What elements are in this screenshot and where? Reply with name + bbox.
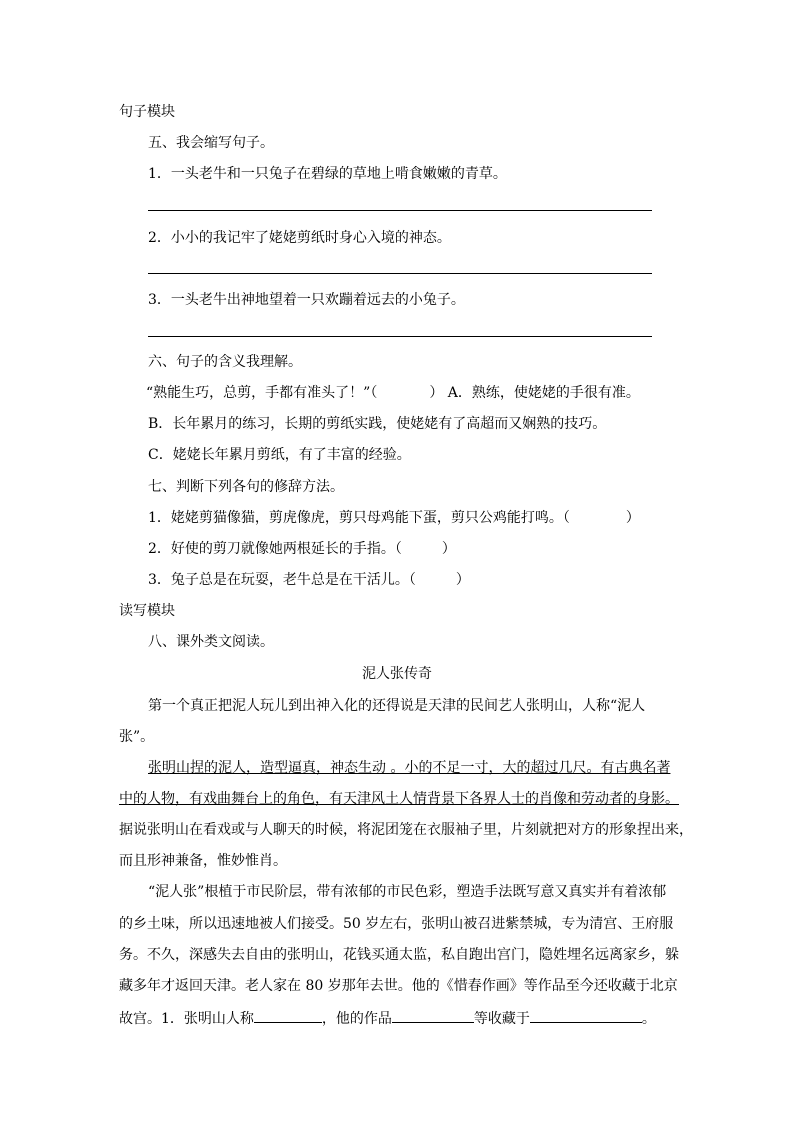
passage-p3-line4: 藏多年才返回天津。老人家在 80 岁那年去世。他的《惜春作画》等作品至今还收藏于北京 (119, 978, 678, 994)
fill-question-part4: 。 (641, 1011, 656, 1027)
q7-close-3: ） (455, 572, 470, 588)
q7-item-1 (148, 508, 640, 528)
answer-line-1[interactable] (148, 210, 652, 211)
q7-close-2: ） (441, 541, 456, 557)
passage-p3-line1: “泥人张”根植于市民阶层，带有浓郁的市民色彩，塑造手法既写意又真实并有着浓郁 (148, 884, 667, 900)
q6-title: 六、句子的含义我理解。 (148, 354, 302, 370)
passage-p1-line2: 张”。 (119, 729, 155, 745)
q6-option-c: C．姥姥长年累月剪纸，有了丰富的经验。 (148, 447, 411, 463)
passage-p3-end: 故宫。 (119, 1011, 161, 1027)
fill-question-part3: 等收藏于 (473, 1011, 530, 1027)
answer-line-2[interactable] (148, 273, 652, 274)
q7-item-3-text: 3．兔子总是在玩耍，老牛总是在干活儿。（ (148, 572, 416, 588)
q6-quote-line (146, 383, 640, 403)
answer-line-3[interactable] (148, 336, 652, 337)
q7-close-1: ） (625, 510, 640, 526)
passage-p3-line2: 的乡土味，所以迅速地被人们接受。50 岁左右，张明山被召进紫禁城，专为清宫、王府服 (119, 916, 674, 932)
passage-p2-line2: 中的人物，有戏曲舞台上的角色，有天津风土人情背景下各界人士的肖像和劳动者的身影。 (119, 791, 679, 807)
q6-quote: “熟能生巧，总剪，手都有准头了！”（ (146, 385, 378, 401)
passage-p2-line3: 据说张明山在看戏或与人聊天的时候，将泥团笼在衣服袖子里，片刻就把对方的形象捏出来， (119, 822, 693, 838)
passage-p3-line3: 务。不久，深感失去自由的张明山，花钱买通太监，私自跑出宫门，隐姓埋名远离家乡，躲 (119, 947, 679, 963)
fill-question-part2: ，他的作品 (321, 1011, 392, 1027)
q6-option-a: A．熟练，使姥姥的手很有准。 (447, 385, 640, 401)
q6-option-b: B．长年累月的练习，长期的剪纸实践，使姥姥有了高超而又娴熟的技巧。 (148, 416, 607, 432)
passage-p3-line5-with-question (119, 1008, 656, 1029)
passage-title: 泥人张传奇 (362, 666, 432, 682)
fill-blank-location[interactable] (530, 1008, 642, 1023)
passage-p2-line4: 而且形神兼备，惟妙惟肖。 (119, 853, 287, 869)
section-heading-reading: 读写模块 (119, 603, 175, 619)
q5-item-2: 2．小小的我记牢了姥姥剪纸时身心入境的神态。 (148, 230, 451, 246)
q5-item-3: 3．一头老牛出神地望着一只欢蹦着远去的小兔子。 (148, 292, 465, 308)
section-heading-sentences: 句子模块 (119, 104, 175, 120)
q6-quote-close: ） (429, 385, 444, 401)
fill-blank-work[interactable] (392, 1008, 474, 1023)
q5-item-1: 1．一头老牛和一只兔子在碧绿的草地上啃食嫩嫩的青草。 (148, 166, 507, 182)
q7-item-2-text: 2．好使的剪刀就像她两根延长的手指。（ (148, 541, 402, 557)
passage-p2-line1: 张明山捏的泥人，造型逼真，神态生动 。小的不足一寸，大的超过几尺。有古典名著 (148, 760, 671, 776)
q7-item-2 (148, 539, 456, 559)
q7-item-3 (148, 570, 470, 590)
fill-question-part1: 1．张明山人称 (161, 1011, 254, 1027)
q7-title: 七、判断下列各句的修辞方法。 (148, 479, 344, 495)
passage-p1-line1: 第一个真正把泥人玩儿到出神入化的还得说是天津的民间艺人张明山，人称“泥人 (148, 698, 646, 714)
q8-title: 八、课外类文阅读。 (148, 634, 274, 650)
fill-blank-nickname[interactable] (254, 1008, 322, 1023)
q5-title: 五、我会缩写句子。 (148, 135, 274, 151)
q7-item-1-text: 1．姥姥剪猫像猫，剪虎像虎，剪只母鸡能下蛋，剪只公鸡能打鸣。（ (148, 510, 570, 526)
